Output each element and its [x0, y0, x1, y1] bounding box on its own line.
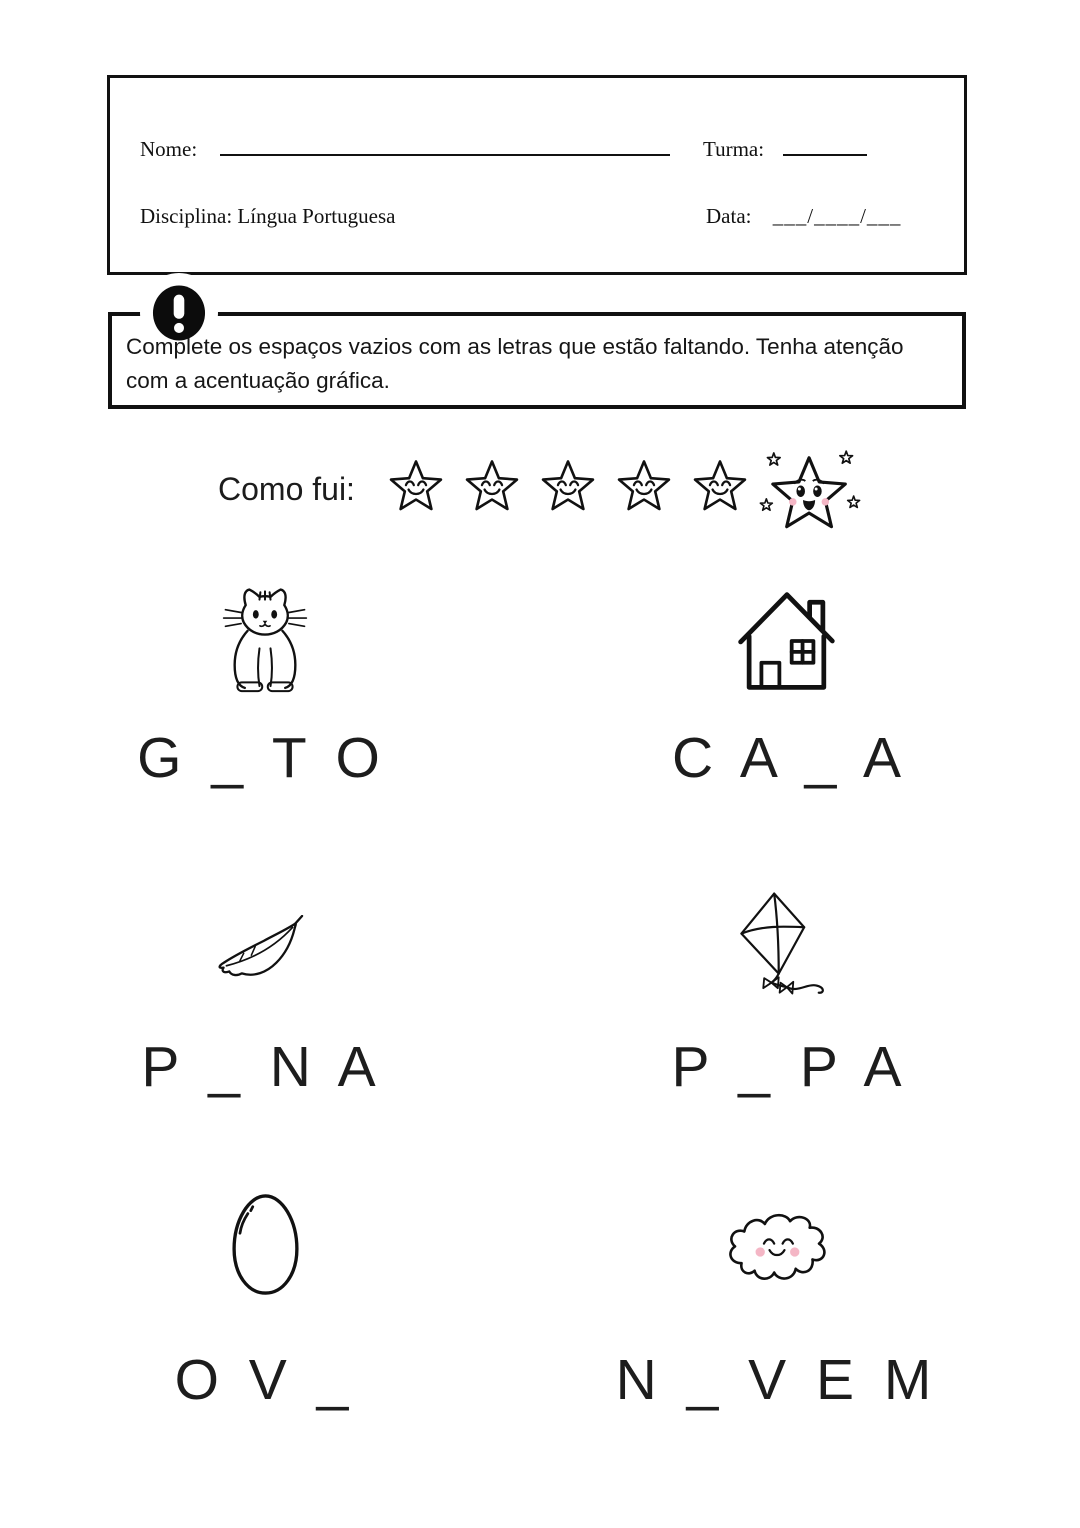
exercise-word-feather: P _ N A [141, 1035, 383, 1099]
data-row [706, 204, 901, 229]
nome-row [140, 134, 670, 162]
smiley-star-icon [616, 457, 672, 515]
egg-icon [226, 1193, 305, 1297]
nome-blank-line [220, 134, 670, 156]
nome-label: Nome: [140, 137, 198, 161]
feather-icon [211, 915, 307, 982]
exercise-word-kite: P _ P A [671, 1035, 909, 1099]
instruction-box [108, 312, 966, 409]
student-info-box [107, 75, 967, 275]
cat-icon [219, 584, 311, 698]
house-icon [734, 588, 838, 694]
cloud-icon [721, 1209, 833, 1295]
rating-label: Como fui: [218, 471, 355, 507]
smiley-star-icon [464, 457, 520, 515]
rating-stars [388, 457, 748, 515]
exercise-word-cloud: N _ V E M [615, 1348, 939, 1412]
exercise-word-house: C A _ A [672, 726, 908, 790]
instruction-text: Complete os espaços vazios com as letras que estão faltando. Tenha atenção com a acentuação gráfica. [126, 334, 904, 393]
smiley-star-icon [540, 457, 596, 515]
disciplina-row [140, 204, 395, 229]
turma-row [703, 134, 867, 162]
turma-blank-line [783, 134, 867, 156]
smiley-star-icon [692, 457, 748, 515]
smiley-star-icon [388, 457, 444, 515]
exercise-word-egg: O V _ [174, 1348, 356, 1412]
disciplina-label: Disciplina: Língua Portuguesa [140, 204, 396, 228]
sparkle-happy-star-icon [758, 447, 862, 541]
data-label: Data: [706, 204, 752, 228]
kite-icon [736, 890, 836, 999]
exercise-word-cat: G _ T O [137, 726, 387, 790]
data-blank-line: ___/____/___ [772, 204, 902, 228]
turma-label: Turma: [703, 137, 765, 161]
